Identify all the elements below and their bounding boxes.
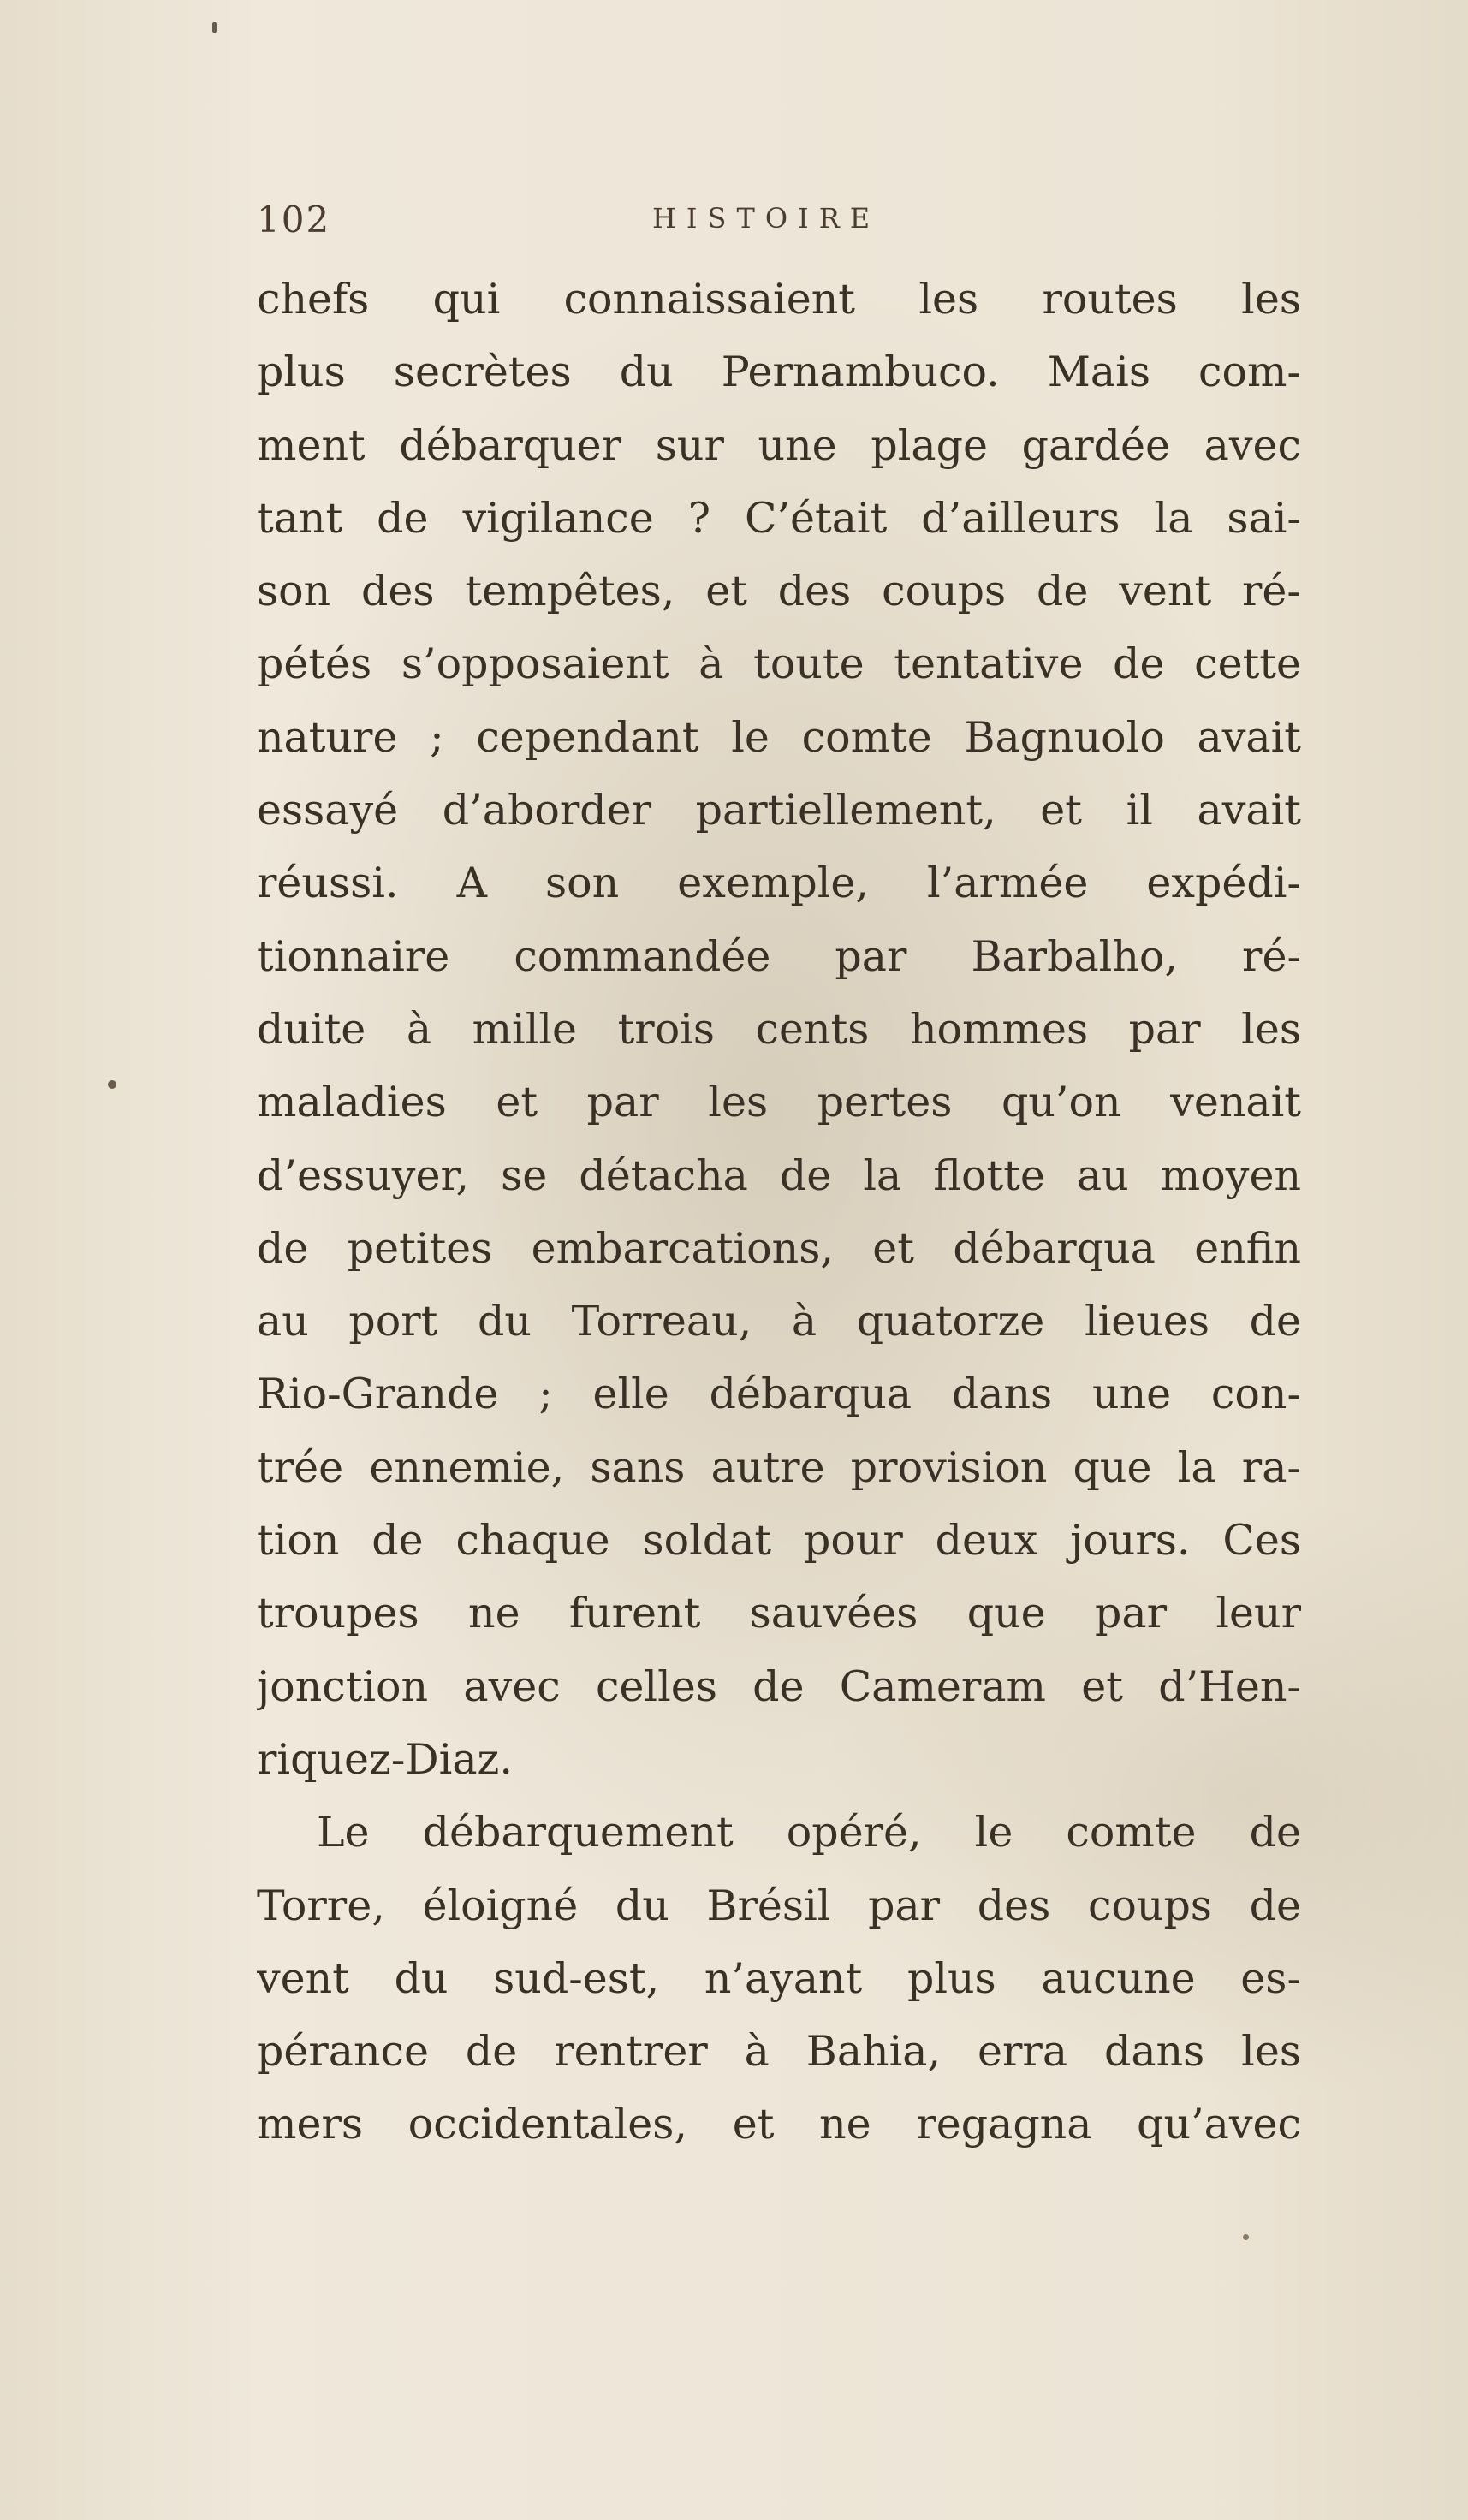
text-line: son des tempêtes, et des coups de vent ré- [257, 567, 1301, 616]
text-line: tionnaire commandée par Barbalho, ré- [257, 931, 1301, 981]
text-line: nature ; cependant le comte Bagnuolo avait [257, 712, 1301, 762]
running-head [257, 199, 1301, 250]
text-line: maladies et par les pertes qu’on venait [257, 1078, 1301, 1127]
text-line: au port du Torreau, à quatorze lieues de [257, 1297, 1301, 1346]
ink-spot [1243, 2234, 1249, 2240]
text-line: troupes ne furent sauvées que par leur [257, 1589, 1301, 1638]
ink-spot [212, 22, 217, 33]
text-line: chefs qui connaissaient les routes les [257, 275, 1301, 324]
text-line: essayé d’aborder partiellement, et il avait [257, 786, 1301, 835]
text-line: plus secrètes du Pernambuco. Mais com- [257, 348, 1301, 397]
body-text [257, 263, 1301, 2161]
text-line: pétés s’opposaient à toute tentative de cette [257, 639, 1301, 689]
text-line: tant de vigilance ? C’était d’ailleurs la sai- [257, 493, 1301, 543]
text-line: pérance de rentrer à Bahia, erra dans les [257, 2027, 1301, 2077]
text-line: jonction avec celles de Cameram et d’Hen- [257, 1661, 1301, 1711]
text-line: Le débarquement opéré, le comte de [317, 1808, 1301, 1857]
text-line: de petites embarcations, et débarqua enfin [257, 1223, 1301, 1273]
text-line: réussi. A son exemple, l’armée expédi- [257, 859, 1301, 908]
page-number: 102 [257, 199, 331, 241]
ink-spot [108, 1080, 116, 1089]
text-line: vent du sud-est, n’ayant plus aucune es- [257, 1953, 1301, 2003]
text-line: ment débarquer sur une plage gardée avec [257, 420, 1301, 470]
text-line: Torre, éloigné du Brésil par des coups de [257, 1881, 1301, 1930]
running-head-title: HISTOIRE [652, 202, 881, 235]
text-line: duite à mille trois cents hommes par les [257, 1004, 1301, 1054]
text-line: riquez-Diaz. [257, 1734, 513, 1784]
text-line: trée ennemie, sans autre provision que la ra- [257, 1442, 1301, 1492]
text-line: tion de chaque soldat pour deux jours. Ces [257, 1516, 1301, 1566]
text-line: mers occidentales, et ne regagna qu’avec [257, 2100, 1301, 2149]
text-line: Rio-Grande ; elle débarqua dans une con- [257, 1370, 1301, 1419]
text-line: d’essuyer, se détacha de la flotte au moyen [257, 1150, 1301, 1200]
